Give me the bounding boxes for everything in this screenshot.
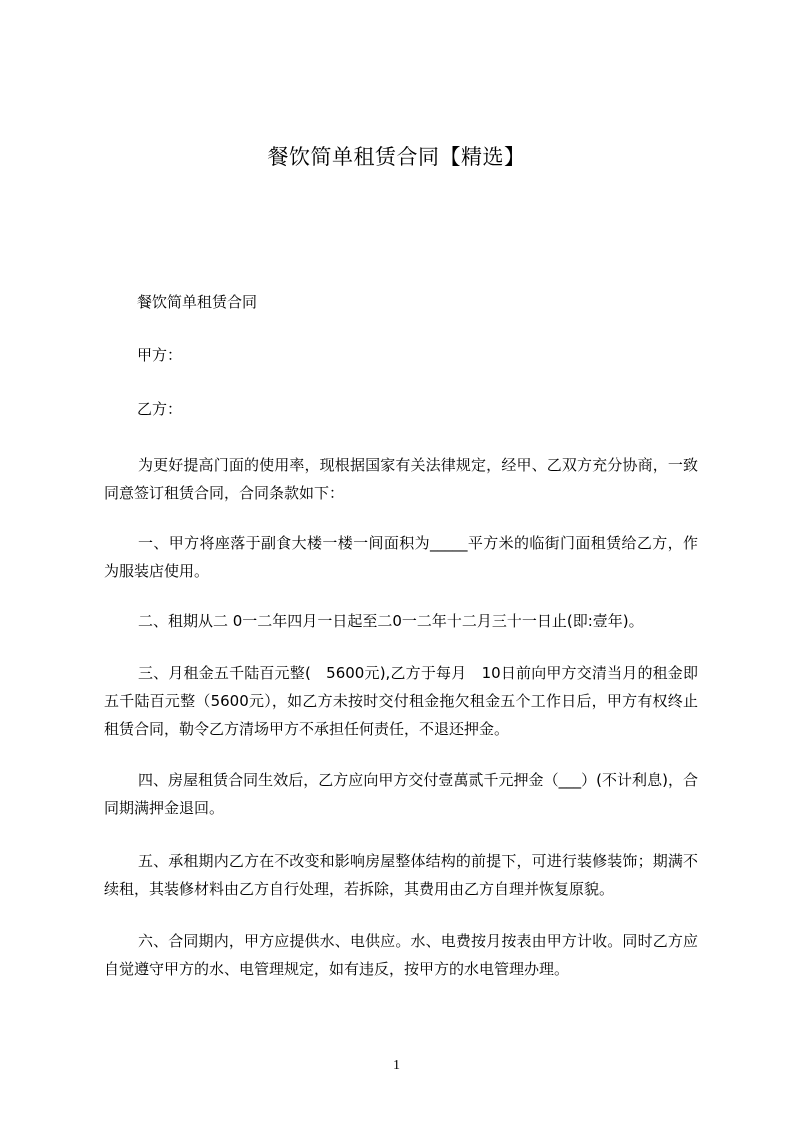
party-a-label: 甲方： (137, 346, 183, 364)
clause-5: 五、承租期内乙方在不改变和影响房屋整体结构的前提下，可进行装修装饰；期满不续租，其装修材料由乙方自行处理，若拆除，其费用由乙方自理并恢复原貌。 (104, 852, 698, 898)
page-number: 1 (393, 1058, 400, 1073)
clause-1: 一、甲方将座落于副食大楼一楼一间面积为_____平方米的临街门面租赁给乙方，作为服装店使用。 (104, 534, 698, 580)
clause-4: 四、房屋租赁合同生效后，乙方应向甲方交付壹萬贰千元押金（___）(不计利息)，合同期满押金退回。 (104, 771, 698, 817)
clause-2: 二、租期从二 0一二年四月一日起至二0一二年十二月三十一日止(即:壹年)。 (138, 612, 644, 630)
contract-subtitle: 餐饮简单租赁合同 (137, 293, 258, 311)
clause-6: 六、合同期内，甲方应提供水、电供应。水、电费按月按表由甲方计收。同时乙方应自觉遵守甲方的水、电管理规定，如有违反，按甲方的水电管理办理。 (104, 932, 698, 978)
document-title: 餐饮简单租赁合同【精选】 (267, 145, 526, 169)
clause-3: 三、月租金五千陆百元整( 5600元),乙方于每月 10日前向甲方交清当月的租金即五千陆百元整（5600元），如乙方未按时交付租金拖欠租金五个工作日后，甲方有权终止租赁合同，勒令乙方清场甲方不承担任何责任，不退还押金。 (104, 664, 698, 738)
intro-paragraph: 为更好提高门面的使用率，现根据国家有关法律规定，经甲、乙双方充分协商，一致同意签订租赁合同，合同条款如下： (104, 456, 698, 502)
party-b-label: 乙方： (137, 400, 183, 418)
